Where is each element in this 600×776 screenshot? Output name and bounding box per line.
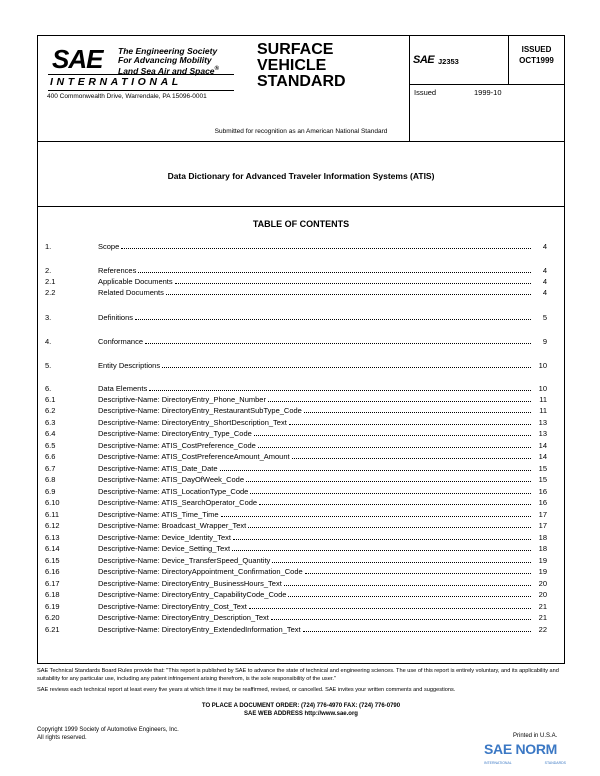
toc-leader-dots	[249, 602, 531, 609]
toc-entry-page: 19	[538, 556, 547, 565]
doc-number: J2353	[438, 57, 459, 66]
review-note: SAE reviews each technical report at least every five years at which time it may be reaffirmed, revised, or cancelled. SAE invites your written comments and suggestions.	[37, 687, 456, 693]
toc-entry[interactable]	[45, 475, 547, 485]
issued-code: OCT1999	[519, 56, 554, 65]
toc-entry-number: 6.17	[45, 579, 60, 588]
toc-entry-page: 4	[542, 242, 547, 251]
toc-entry-page: 10	[538, 361, 547, 370]
toc-leader-dots	[220, 464, 532, 471]
toc-leader-dots	[303, 625, 531, 632]
toc-entry-page: 19	[538, 567, 547, 576]
toc-entry-title: Descriptive-Name: DirectoryEntry_Phone_Number	[98, 395, 266, 404]
toc-heading: TABLE OF CONTENTS	[252, 219, 350, 229]
toc-entry-title: Descriptive-Name: Device_Identity_Text	[98, 533, 231, 542]
toc-leader-dots	[258, 441, 531, 448]
header-divider	[37, 141, 565, 142]
toc-entry-page: 17	[538, 510, 547, 519]
title-divider	[37, 206, 565, 207]
toc-entry[interactable]	[45, 510, 547, 520]
toc-leader-dots	[246, 475, 531, 482]
toc-entry-number: 6.1	[45, 395, 56, 404]
toc-leader-dots	[121, 242, 531, 249]
toc-leader-dots	[138, 266, 531, 273]
toc-entry-number: 3.	[45, 313, 52, 322]
toc-entry-title: Descriptive-Name: DirectoryAppointment_Confirmation_Code	[98, 567, 303, 576]
toc-leader-dots	[145, 337, 531, 344]
document-title: Data Dictionary for Advanced Traveler Information Systems (ATIS)	[167, 171, 435, 181]
toc-entry-title: Definitions	[98, 313, 134, 322]
address: 400 Commonwealth Drive, Warrendale, PA 15096-0001	[47, 93, 207, 100]
toc-entry-number: 6.13	[45, 533, 60, 542]
toc-entry-title: Descriptive-Name: ATIS_Time_Time	[98, 510, 219, 519]
toc-leader-dots	[268, 395, 531, 402]
toc-entry[interactable]	[45, 429, 547, 439]
toc-leader-dots	[305, 567, 531, 574]
toc-entry-number: 6.3	[45, 418, 56, 427]
toc-leader-dots	[254, 429, 531, 436]
toc-entry-title: Descriptive-Name: ATIS_CostPreferenceAmount_Amount	[98, 452, 290, 461]
issued-label: ISSUED	[521, 45, 552, 54]
toc-entry-number: 2.	[45, 266, 52, 275]
toc-entry-page: 18	[538, 533, 547, 542]
toc-entry-number: 2.1	[45, 277, 56, 286]
toc-entry-page: 13	[538, 429, 547, 438]
toc-entry-page: 20	[538, 579, 547, 588]
toc-entry-page: 22	[538, 625, 547, 634]
toc-entry[interactable]	[45, 613, 547, 623]
toc-entry-number: 6.2	[45, 406, 56, 415]
toc-entry[interactable]	[45, 521, 547, 531]
toc-entry-page: 10	[538, 384, 547, 393]
toc-entry-number: 6.14	[45, 544, 60, 553]
toc-leader-dots	[221, 510, 531, 517]
toc-leader-dots	[271, 613, 531, 620]
toc-entry[interactable]	[45, 567, 547, 577]
toc-entry-title: Descriptive-Name: ATIS_CostPreference_Code	[98, 441, 256, 450]
toc-entry-title: Related Documents	[98, 288, 164, 297]
toc-entry-page: 4	[542, 266, 547, 275]
toc-entry-number: 6.16	[45, 567, 60, 576]
toc-entry-title: Descriptive-Name: ATIS_DayOfWeek_Code	[98, 475, 245, 484]
toc-entry-page: 21	[538, 602, 547, 611]
logo-rule-bottom	[48, 90, 234, 91]
toc-entry-number: 6.18	[45, 590, 60, 599]
issued-text: Issued	[414, 88, 437, 97]
toc-leader-dots	[135, 313, 531, 320]
toc-entry-number: 6.5	[45, 441, 56, 450]
toc-entry-page: 11	[539, 406, 547, 415]
toc-entry[interactable]	[45, 498, 547, 508]
toc-leader-dots	[304, 406, 531, 413]
society-tagline	[118, 47, 219, 76]
toc-entry-page: 15	[538, 464, 547, 473]
toc-leader-dots	[272, 556, 531, 563]
toc-entry-number: 6.7	[45, 464, 56, 473]
toc-leader-dots	[259, 498, 531, 505]
toc-entry-page: 14	[538, 452, 547, 461]
toc-entry[interactable]	[45, 242, 547, 252]
order-line: TO PLACE A DOCUMENT ORDER: (724) 776-4970 FAX: (724) 776-0790	[201, 703, 401, 709]
toc-entry-number: 6.4	[45, 429, 56, 438]
toc-entry[interactable]	[45, 395, 547, 405]
submitted-note: Submitted for recognition as an American National Standard	[214, 128, 388, 135]
toc-entry-number: 6.6	[45, 452, 56, 461]
toc-entry-title: References	[98, 266, 137, 275]
toc-entry-title: Entity Descriptions	[98, 361, 161, 370]
toc-entry-number: 6.21	[45, 625, 60, 634]
toc-leader-dots	[175, 277, 531, 284]
printed-note: Printed in U.S.A.	[513, 733, 558, 739]
toc-entry-number: 2.2	[45, 288, 56, 297]
toc-entry-number: 6.10	[45, 498, 60, 507]
issued-divider	[409, 84, 565, 85]
toc-entry[interactable]	[45, 602, 547, 612]
toc-leader-dots	[288, 590, 531, 597]
toc-entry-number: 6.19	[45, 602, 60, 611]
norm-subtitle: INTERNATIONAL STANDARDS	[484, 761, 566, 765]
toc-entry[interactable]	[45, 590, 547, 600]
web-line: SAE WEB ADDRESS http://www.sae.org	[244, 711, 358, 717]
toc-entry-number: 6.	[45, 384, 52, 393]
header-vertical-divider-1	[409, 35, 410, 141]
society-line-2: For Advancing Mobility	[118, 55, 212, 65]
toc-entry[interactable]	[45, 579, 547, 589]
toc-entry-title: Descriptive-Name: Broadcast_Wrapper_Text	[98, 521, 247, 530]
toc-entry[interactable]	[45, 625, 547, 635]
toc-entry-title: Descriptive-Name: DirectoryEntry_Type_Code	[98, 429, 252, 438]
toc-entry-number: 4.	[45, 337, 52, 346]
sae-norm-logo	[484, 741, 566, 771]
toc-entry-title: Descriptive-Name: ATIS_Date_Date	[98, 464, 218, 473]
doc-sae-logo: SAE	[413, 54, 435, 66]
norm-wordmark: SAE NORM	[484, 741, 558, 757]
society-line-3: Land Sea Air and Space®	[118, 65, 219, 76]
toc-entry-title: Descriptive-Name: DirectoryEntry_Cost_Text	[98, 602, 247, 611]
toc-entry-title: Descriptive-Name: Device_TransferSpeed_Quantity	[98, 556, 271, 565]
toc-entry[interactable]	[45, 418, 547, 428]
toc-entry[interactable]	[45, 487, 547, 497]
issued-box	[508, 44, 565, 66]
toc-entry-page: 13	[538, 418, 547, 427]
toc-entry[interactable]	[45, 556, 547, 566]
toc-entry[interactable]	[45, 441, 547, 451]
toc-leader-dots	[233, 533, 531, 540]
toc-entry-number: 6.15	[45, 556, 60, 565]
toc-entry-title: Descriptive-Name: DirectoryEntry_BusinessHours_Text	[98, 579, 282, 588]
toc-entry-title: Descriptive-Name: ATIS_LocationType_Code	[98, 487, 249, 496]
toc-entry[interactable]	[45, 452, 547, 462]
rights: All rights reserved.	[37, 734, 87, 741]
toc-leader-dots	[248, 521, 531, 528]
copyright: Copyright 1999 Society of Automotive Engineers, Inc.	[37, 727, 179, 733]
toc-entry[interactable]	[45, 337, 547, 347]
toc-entry-page: 16	[538, 487, 547, 496]
toc-entry-page: 4	[542, 277, 547, 286]
toc-entry-page: 14	[538, 441, 547, 450]
copyright-block	[37, 727, 179, 742]
registered-mark: ®	[214, 66, 219, 72]
toc-leader-dots	[166, 288, 531, 295]
toc-entry-page: 4	[542, 288, 547, 297]
toc-entry-number: 5.	[45, 361, 52, 370]
toc-entry[interactable]	[45, 464, 547, 474]
toc-leader-dots	[292, 452, 531, 459]
toc-entry[interactable]	[45, 361, 547, 371]
toc-entry[interactable]	[45, 406, 547, 416]
toc-entry-number: 6.9	[45, 487, 56, 496]
toc-entry-page: 16	[538, 498, 547, 507]
logo-rule-top	[48, 74, 234, 75]
toc-entry-page: 9	[542, 337, 547, 346]
toc-entry-number: 1.	[45, 242, 52, 251]
toc-entry-page: 18	[538, 544, 547, 553]
toc-entry-title: Descriptive-Name: ATIS_SearchOperator_Code	[98, 498, 258, 507]
toc-entry[interactable]	[45, 544, 547, 554]
toc-entry-page: 15	[538, 475, 547, 484]
issued-date: 1999-10	[474, 88, 502, 97]
toc-leader-dots	[284, 579, 531, 586]
toc-entry-title: Descriptive-Name: DirectoryEntry_RestaurantSubType_Code	[98, 406, 302, 415]
toc-entry-title: Descriptive-Name: DirectoryEntry_Description_Text	[98, 613, 269, 622]
toc-leader-dots	[250, 487, 531, 494]
toc-entry[interactable]	[45, 384, 547, 394]
toc-entry[interactable]	[45, 533, 547, 543]
toc-entry[interactable]	[45, 266, 547, 276]
order-info	[37, 702, 565, 718]
toc-entry-title: Descriptive-Name: DirectoryEntry_CapabilityCode_Code	[98, 590, 287, 599]
toc-entry-page: 5	[542, 313, 547, 322]
sae-logo: SAE	[52, 44, 103, 74]
toc-entry-number: 6.20	[45, 613, 60, 622]
standard-type: SURFACE VEHICLE STANDARD	[257, 41, 346, 90]
toc-entry-title: Applicable Documents	[98, 277, 173, 286]
toc-entry[interactable]	[45, 313, 547, 323]
toc-entry-page: 21	[538, 613, 547, 622]
toc-entry-title: Conformance	[98, 337, 144, 346]
toc-leader-dots	[232, 544, 531, 551]
international-wordmark: INTERNATIONAL	[50, 76, 182, 88]
toc-leader-dots	[149, 384, 531, 391]
toc-entry-title: Descriptive-Name: Device_Setting_Text	[98, 544, 231, 553]
toc-entry-page: 11	[539, 395, 547, 404]
toc-entry-number: 6.12	[45, 521, 60, 530]
toc-entry-title: Data Elements	[98, 384, 148, 393]
rules-note: SAE Technical Standards Board Rules provide that: "This report is published by SAE to advance the state of technical and engineering sciences. The use of this report is entirely voluntary, and its applicability and suitability for any particular use, including any patent infringement arising therefrom, is the sole responsibility of the user."	[37, 668, 559, 682]
toc-leader-dots	[289, 418, 531, 425]
toc-entry-page: 17	[538, 521, 547, 530]
toc-entry[interactable]	[45, 277, 547, 287]
toc-entry[interactable]	[45, 288, 547, 298]
toc-entry-title: Descriptive-Name: DirectoryEntry_ExtendedInformation_Text	[98, 625, 301, 634]
toc-entry-number: 6.8	[45, 475, 56, 484]
toc-leader-dots	[162, 361, 531, 368]
toc-entry-title: Scope	[98, 242, 120, 251]
toc-entry-title: Descriptive-Name: DirectoryEntry_ShortDescription_Text	[98, 418, 287, 427]
toc-entry-page: 20	[538, 590, 547, 599]
society-line-1: The Engineering Society	[118, 46, 218, 56]
toc-entry-number: 6.11	[45, 510, 60, 519]
